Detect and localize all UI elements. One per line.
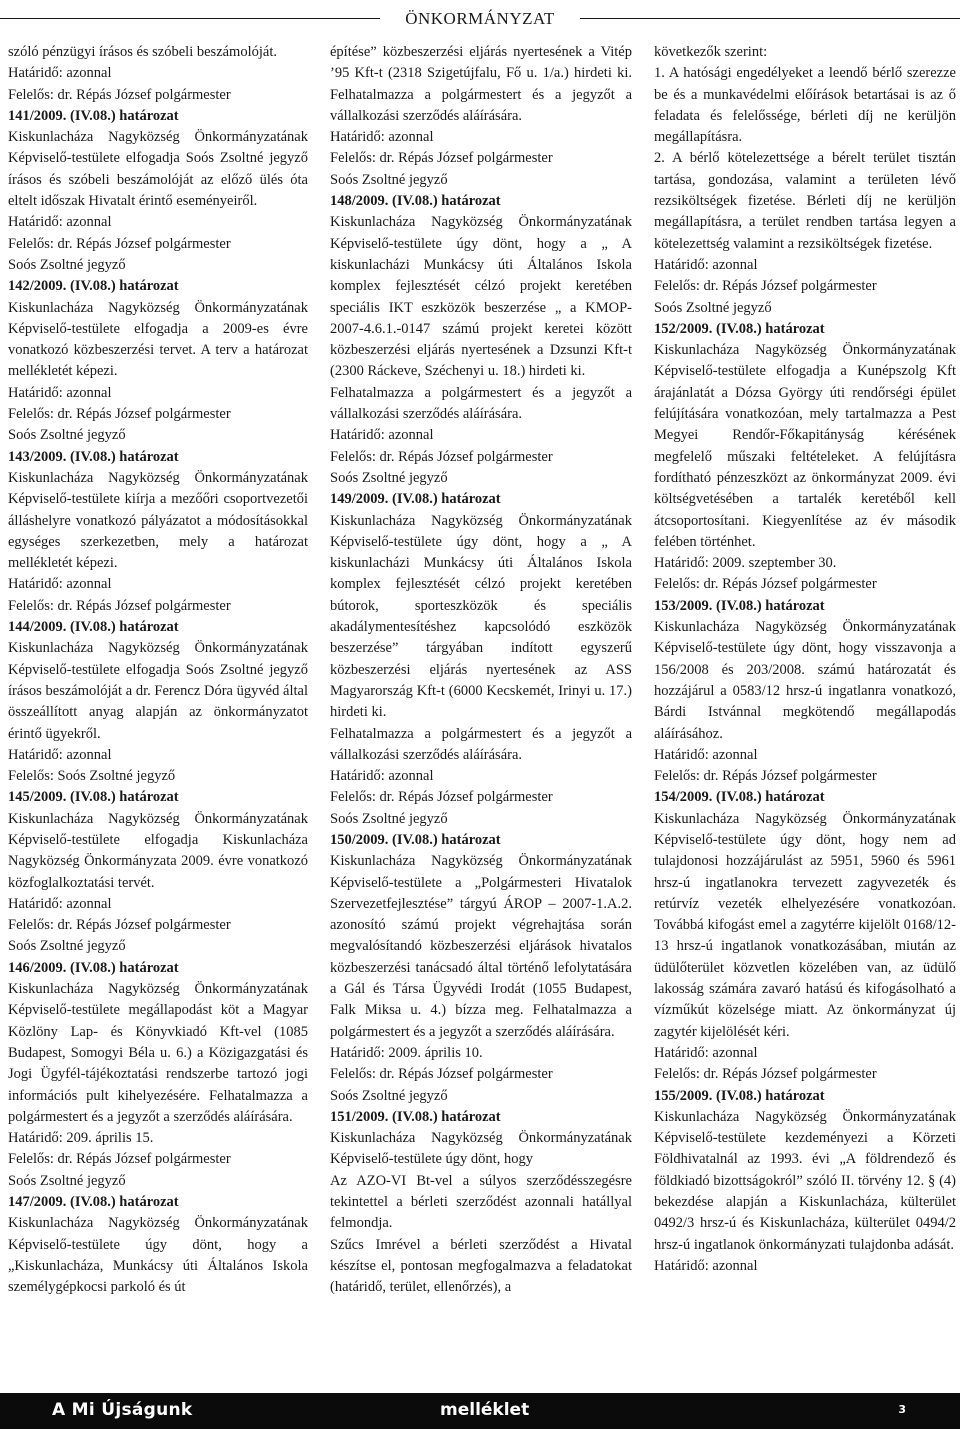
paragraph: Határidő: azonnal: [8, 214, 112, 231]
paragraph: Kiskunlacháza Nagyközség Önkormányzatának Képviselő-testülete elfogadja Soós Zsoltné jegyző írásos és szóbeli beszámolóját az előző ülés óta eltelt időszak Hivatalt érintő eseményeiről.: [8, 129, 308, 210]
paragraph: Határidő: azonnal: [654, 1044, 758, 1061]
paragraph: Határidő: azonnal: [654, 746, 758, 763]
paragraph: Felelős: dr. Répás József polgármester: [8, 1151, 231, 1168]
resolution-heading: 144/2009. (IV.08.) határozat: [8, 619, 179, 636]
paragraph: Felelős: dr. Répás József polgármester: [8, 86, 231, 103]
paragraph: Kiskunlacháza Nagyközség Önkormányzatának Képviselő-testülete kezdeményezi a Körzeti Földhivatalnál az 1993. évi „A földrendező és földkiadó bizottságokról” szóló II. törvény 12. § (4) bekezdése alapján a Kiskunlacháza, külterület 0492/3 hrsz-ú és Kiskunlacháza, külterület 0494/2 hrsz-ú ingatlanok önkormányzati tulajdonba adását.: [654, 1108, 956, 1253]
resolution-heading: 151/2009. (IV.08.) határozat: [330, 1108, 501, 1125]
paragraph: Határidő: azonnal: [8, 576, 112, 593]
resolution-heading: 150/2009. (IV.08.) határozat: [330, 831, 501, 848]
footer-bar: [0, 1393, 960, 1429]
paragraph: Soós Zsoltné jegyző: [8, 938, 126, 955]
paragraph: Kiskunlacháza Nagyközség Önkormányzatának Képviselő-testülete elfogadja a Kunépszolg Kft árajánlatát a Dózsa György úti rendőrségi épület felújítására vonatkozóan, mely tartalmazza a Pest Megyei Rendőr-Főkapitányság kérésének megfelelő műszaki feltételeket. A felújításra fordítható pénzeszközt az önkormányzat 2009. évi költségvetésében a tartalék keretéből kell átcsoportosítani. Kiegyenlítése az év második felében történhet.: [654, 342, 956, 550]
section-title: ÖNKORMÁNYZAT: [380, 6, 580, 32]
paragraph: Határidő: azonnal: [8, 384, 112, 401]
paragraph: Határidő: azonnal: [8, 746, 112, 763]
resolution-heading: 146/2009. (IV.08.) határozat: [8, 959, 179, 976]
paragraph: Kiskunlacháza Nagyközség Önkormányzatának Képviselő-testülete úgy dönt, hogy: [330, 1130, 632, 1168]
paragraph: Kiskunlacháza Nagyközség Önkormányzatának Képviselő-testülete kiírja a mezőőri csoportvezetői álláshelyre vonatkozó pályázatot a módosításokkal egységes szerkezetben, mely a határozat mellékletét képezi.: [8, 469, 308, 572]
paragraph: Határidő: 209. április 15.: [8, 1130, 154, 1147]
paragraph: Határidő: azonnal: [8, 895, 112, 912]
paragraph: Felelős: dr. Répás József polgármester: [330, 789, 553, 806]
paragraph: 1. A hatósági engedélyeket a leendő bérlő szerezze be és a munkavédelmi előírások betartásai is az ő feladata és felelőssége, bérleti díj ne kerüljön megállapításra.: [654, 65, 956, 146]
paragraph: Soós Zsoltné jegyző: [330, 171, 448, 188]
paragraph: Kiskunlacháza Nagyközség Önkormányzatának Képviselő-testülete úgy dönt, hogy a „ A kiskunlacházi Munkácsy úti Általános Iskola komplex fejlesztését célzó projekt keretében speciális IKT eszközök beszerzése „ a KMOP-2007-4.6.1.-0147 számú projekt keretei között közbeszerzési eljárás nyertesének a Dzsunzi Kft-t (2300 Ráckeve, Széchenyi u. 18.) hirdeti ki.: [330, 214, 632, 380]
paragraph: Felelős: dr. Répás József polgármester: [654, 1066, 877, 1083]
paragraph: Kiskunlacháza Nagyközség Önkormányzatának Képviselő-testülete úgy dönt, hogy a „ A kiskunlacházi Munkácsy úti Általános Iskola komplex fejlesztését célzó projekt keretében bútorok, sporteszközök és speciális akadálymentesítéshez kapcsolódó eszközök beszerzése” tárgyában indított egyszerű közbeszerzési eljárás nyertesének az ASS Magyarország Kft-t (6000 Kecskemét, Irinyi u. 17.) hirdeti ki.: [330, 512, 632, 721]
paragraph: Soós Zsoltné jegyző: [330, 469, 448, 486]
paragraph: Felhatalmazza a polgármestert és a jegyzőt a vállalkozási szerződés aláírására.: [330, 725, 632, 763]
paragraph: Határidő: azonnal: [330, 427, 434, 444]
resolution-heading: 143/2009. (IV.08.) határozat: [8, 448, 179, 465]
paragraph: építése” közbeszerzési eljárás nyertesének a Vitép ’95 Kft-t (2318 Szigetújfalu, Fő u. 1/a.) hirdeti ki. Felhatalmazza a polgármestert és a jegyzőt a vállalkozási szerződés aláírására.: [330, 44, 632, 124]
paragraph: Határidő: 2009. szeptember 30.: [654, 555, 837, 572]
paragraph: Kiskunlacháza Nagyközség Önkormányzatának Képviselő-testülete elfogadja Soós Zsoltné jegyző írásos beszámolóját a dr. Ferencz Dóra ügyvéd által összeállított anyag alapján az önkormányzatot érintő ügyekről.: [8, 640, 308, 742]
paragraph: Soós Zsoltné jegyző: [330, 810, 448, 827]
paragraph: Az AZO-VI Bt-vel a súlyos szerződésszegésre tekintettel a bérleti szerződést azonnali hatállyal felmondja.: [330, 1172, 632, 1232]
paragraph: Felelős: dr. Répás József polgármester: [330, 1066, 553, 1083]
resolution-heading: 153/2009. (IV.08.) határozat: [654, 597, 825, 614]
resolution-heading: 154/2009. (IV.08.) határozat: [654, 789, 825, 806]
paragraph: Felelős: dr. Répás József polgármester: [654, 278, 877, 295]
paragraph: Felelős: dr. Répás József polgármester: [654, 576, 877, 593]
paragraph: Soós Zsoltné jegyző: [8, 427, 126, 444]
paragraph: Soós Zsoltné jegyző: [330, 1087, 448, 1104]
paragraph: szóló pénzügyi írásos és szóbeli beszámolóját.: [8, 44, 277, 60]
paragraph: Kiskunlacháza Nagyközség Önkormányzatának Képviselő-testülete elfogadja a 2009-es évre vonatkozó közbeszerzési tervet. A terv a határozat mellékletét képezi.: [8, 299, 308, 380]
paragraph: Határidő: azonnal: [8, 65, 112, 82]
resolution-heading: 145/2009. (IV.08.) határozat: [8, 789, 179, 806]
resolution-heading: 148/2009. (IV.08.) határozat: [330, 193, 501, 210]
text-column-3: [654, 42, 956, 1277]
paragraph: Határidő: azonnal: [330, 129, 434, 146]
paragraph: Határidő: azonnal: [330, 768, 434, 785]
paragraph: Határidő: azonnal: [654, 256, 758, 273]
paragraph: Kiskunlacháza Nagyközség Önkormányzatának Képviselő-testülete úgy dönt, hogy visszavonja a 156/2008 és 203/2008. számú határozatát és hozzájárul a 0583/12 hrsz-ú ingatlanra vonatkozó, Bárdi Istvánnal megkötendő megállapodás aláírásához.: [654, 619, 956, 742]
resolution-heading: 141/2009. (IV.08.) határozat: [8, 107, 179, 124]
paragraph: Felelős: dr. Répás József polgármester: [8, 406, 231, 423]
paragraph: Felelős: dr. Répás József polgármester: [8, 917, 231, 934]
paragraph: Felelős: Soós Zsoltné jegyző: [8, 768, 176, 785]
paragraph: Kiskunlacháza Nagyközség Önkormányzatának Képviselő-testülete a „Polgármesteri Hivatalok Szervezetfejlesztése” tárgyú ÁROP – 2007-1.A.2. azonosító számú projekt végrehajtása során megvalósítandó közbeszerzési eljárások hivatalos közbeszerzési tanácsadó által történő lefolytatására a Gál és Társa Ügyvédi Irodát (1055 Budapest, Falk Miksa u. 4.) bízza meg. Felhatalmazza a polgármestert és a jegyzőt a szerződés aláírására.: [330, 853, 632, 1040]
resolution-heading: 155/2009. (IV.08.) határozat: [654, 1087, 825, 1104]
paragraph: Határidő: 2009. április 10.: [330, 1044, 483, 1061]
paragraph: 2. A bérlő kötelezettsége a bérelt terület tisztán tartása, gondozása, valamint a területen lévő rezsiköltségek fizetése. Bérleti díj ne kerüljön megállapításra, a terület rendben tartása legyen a kötelezettség valamint a rezsiköltségek fizetése.: [654, 150, 956, 252]
paragraph: Kiskunlacháza Nagyközség Önkormányzatának Képviselő-testülete úgy dönt, hogy nem ad tulajdonosi hozzájárulást az 5951, 5960 és 5961 hrsz-ú ingatlanokra tervezett zagyvezeték és retúrvíz vezeték elhelyezésére vonatkozóan. Továbbá kifogást emel a zagytérre kijelölt 0168/12-13 hrsz-ú ingatlanok vonatkozásában, miután az üdülőterület közvetlen közelében van, az üdülő lakosság számára zavaró hatású és kifogásolható a vízműkút közelsége miatt. Az önkormányzat új zagytér kijelölését kéri.: [654, 810, 956, 1040]
paragraph: Soós Zsoltné jegyző: [654, 299, 772, 316]
resolution-heading: 152/2009. (IV.08.) határozat: [654, 320, 825, 337]
paragraph: Kiskunlacháza Nagyközség Önkormányzatának Képviselő-testülete úgy dönt, hogy a „Kiskunlacháza, Munkácsy úti Általános Iskola személygépkocsi parkoló és út: [8, 1215, 308, 1296]
newspaper-title: A Mi Újságunk: [52, 1400, 193, 1420]
paragraph: Felelős: dr. Répás József polgármester: [330, 448, 553, 465]
paragraph: Soós Zsoltné jegyző: [8, 256, 126, 273]
paragraph: Szűcs Imrével a bérleti szerződést a Hivatal készítse el, pontosan megfogalmazva a feladatokat (határidő, terület, ellenőrzés), a: [330, 1236, 632, 1296]
paragraph: következők szerint:: [654, 44, 768, 60]
paragraph: Felelős: dr. Répás József polgármester: [330, 150, 553, 167]
paragraph: Soós Zsoltné jegyző: [8, 1172, 126, 1189]
supplement-label: melléklet: [440, 1400, 530, 1420]
text-column-2: [330, 42, 632, 1299]
paragraph: Kiskunlacháza Nagyközség Önkormányzatának Képviselő-testülete megállapodást köt a Magyar Közlöny Lap- és Könyvkiadó Kft-vel (1085 Budapest, Somogyi Béla u. 6.) a Közigazgatási és Jogi Ügyfél-tájékoztatási rendszerbe tartozó jogi információs pult kihelyezésére. Felhatalmazza a polgármestert és a jegyzőt a szerződés aláírására.: [8, 981, 308, 1125]
paragraph: Felelős: dr. Répás József polgármester: [8, 597, 231, 614]
resolution-heading: 147/2009. (IV.08.) határozat: [8, 1194, 179, 1211]
text-column-1: [8, 42, 308, 1299]
paragraph: Felelős: dr. Répás József polgármester: [654, 768, 877, 785]
resolution-heading: 149/2009. (IV.08.) határozat: [330, 491, 501, 508]
paragraph: Határidő: azonnal: [654, 1257, 758, 1274]
paragraph: Felelős: dr. Répás József polgármester: [8, 235, 231, 252]
resolution-heading: 142/2009. (IV.08.) határozat: [8, 278, 179, 295]
paragraph: Felhatalmazza a polgármestert és a jegyzőt a vállalkozási szerződés aláírására.: [330, 384, 632, 423]
paragraph: Kiskunlacháza Nagyközség Önkormányzatának Képviselő-testülete elfogadja Kiskunlacháza Nagyközség Önkormányzata 2009. évre vonatkozó közfoglalkoztatási tervét.: [8, 810, 308, 891]
page-number: 3: [898, 1403, 906, 1416]
